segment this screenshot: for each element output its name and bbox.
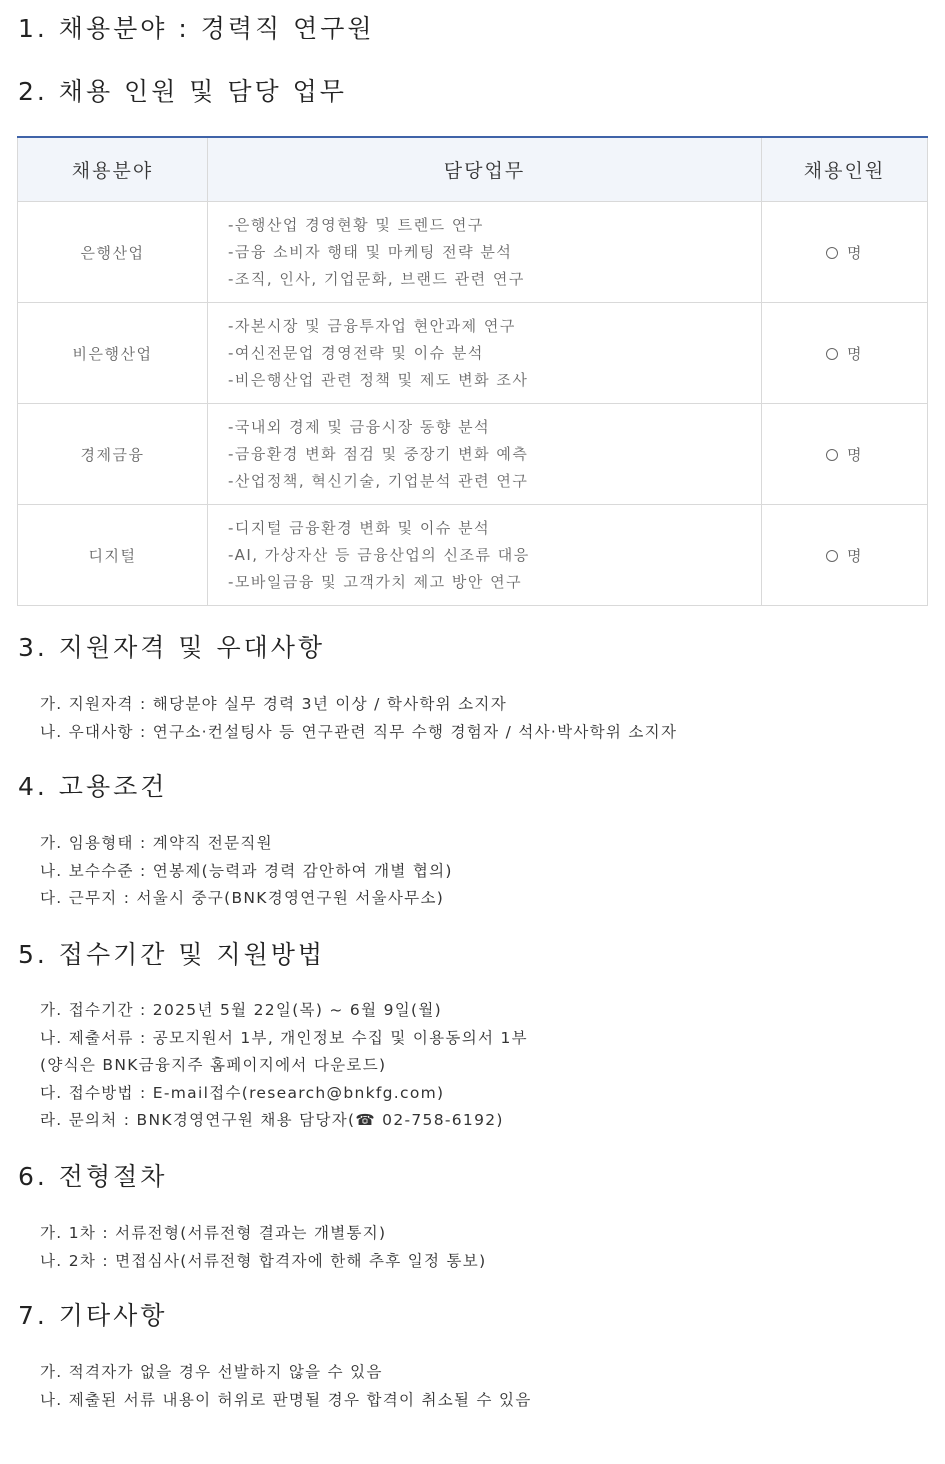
- count-cell: [762, 303, 928, 404]
- circle-placeholder-icon: [826, 550, 838, 562]
- section-3-title: 3. 지원자격 및 우대사항: [18, 633, 326, 662]
- section-2-title: 2. 채용 인원 및 담당 업무: [18, 77, 347, 106]
- table-row: [18, 404, 928, 505]
- header-duties: 담당업무: [208, 137, 762, 202]
- section-6-title: 6. 전형절차: [18, 1162, 168, 1191]
- list-item: 가. 임용형태 : 계약직 전문직원: [40, 834, 273, 852]
- duty-line: -모바일금융 및 고객가치 제고 방안 연구: [228, 572, 523, 591]
- section-4-title: 4. 고용조건: [18, 772, 168, 801]
- table-row: [18, 505, 928, 606]
- list-item: (양식은 BNK금융지주 홈페이지에서 다운로드): [40, 1056, 387, 1075]
- list-item: 나. 우대사항 : 연구소·컨설팅사 등 연구관련 직무 수행 경험자 / 석사·박사학위 소지자: [40, 722, 678, 741]
- count-unit: 명: [847, 243, 863, 262]
- count-cell: [762, 202, 928, 303]
- circle-placeholder-icon: [826, 449, 838, 461]
- table-header-row: [18, 137, 928, 202]
- header-field: 채용분야: [18, 137, 208, 202]
- list-item: 라. 문의처 : BNK경영연구원 채용 담당자(☎ 02-758-6192): [40, 1111, 504, 1130]
- duty-line: -산업정책, 혁신기술, 기업분석 관련 연구: [228, 471, 529, 490]
- count-cell: [762, 505, 928, 606]
- table-row: [18, 303, 928, 404]
- duty-line: -자본시장 및 금융투자업 현안과제 연구: [228, 316, 516, 335]
- list-item: 다. 접수방법 : E-mail접수(research@bnkfg.com): [40, 1083, 445, 1102]
- duties-cell: [208, 404, 762, 505]
- count-cell: [762, 404, 928, 505]
- duties-cell: [208, 202, 762, 303]
- list-item: 가. 지원자격 : 해당분야 실무 경력 3년 이상 / 학사학위 소지자: [40, 695, 507, 713]
- list-item: 가. 적격자가 없을 경우 선발하지 않을 수 있음: [40, 1363, 383, 1381]
- header-count: 채용인원: [762, 137, 928, 202]
- duty-line: -조직, 인사, 기업문화, 브랜드 관련 연구: [228, 269, 525, 288]
- duty-line: -비은행산업 관련 정책 및 제도 변화 조사: [228, 370, 529, 389]
- count-unit: 명: [847, 445, 863, 464]
- section-5-list: [40, 997, 528, 1135]
- list-item: 나. 제출된 서류 내용이 허위로 판명될 경우 합격이 취소될 수 있음: [40, 1390, 532, 1409]
- field-cell: 경제금융: [18, 404, 208, 505]
- section-4-list: [40, 830, 453, 913]
- section-1-title: 1. 채용분야 : 경력직 연구원: [18, 14, 375, 43]
- field-cell: 디지털: [18, 505, 208, 606]
- field-cell: 비은행산업: [18, 303, 208, 404]
- list-item: 다. 근무지 : 서울시 중구(BNK경영연구원 서울사무소): [40, 889, 445, 908]
- duty-line: -여신전문업 경영전략 및 이슈 분석: [228, 343, 484, 362]
- section-6-list: [40, 1220, 486, 1275]
- count-unit: 명: [847, 546, 863, 565]
- list-item: 가. 접수기간 : 2025년 5월 22일(목) ~ 6월 9일(월): [40, 1001, 442, 1019]
- list-item: 나. 보수수준 : 연봉제(능력과 경력 감안하여 개별 협의): [40, 861, 453, 880]
- duty-line: -금융 소비자 행태 및 마케팅 전략 분석: [228, 242, 513, 261]
- duty-line: -AI, 가상자산 등 금융산업의 신조류 대응: [228, 545, 530, 564]
- duties-cell: [208, 505, 762, 606]
- section-7-title: 7. 기타사항: [18, 1301, 168, 1330]
- duty-line: -금융환경 변화 점검 및 중장기 변화 예측: [228, 444, 529, 463]
- list-item: 나. 2차 : 면접심사(서류전형 합격자에 한해 추후 일정 통보): [40, 1251, 487, 1270]
- duty-line: -국내외 경제 및 금융시장 동향 분석: [228, 417, 491, 436]
- table-row: [18, 202, 928, 303]
- duty-line: -디지털 금융환경 변화 및 이슈 분석: [228, 518, 491, 537]
- circle-placeholder-icon: [826, 348, 838, 360]
- circle-placeholder-icon: [826, 247, 838, 259]
- count-unit: 명: [847, 344, 863, 363]
- section-3-list: [40, 691, 677, 746]
- duties-cell: [208, 303, 762, 404]
- section-5-title: 5. 접수기간 및 지원방법: [18, 940, 326, 969]
- recruitment-table: [17, 136, 928, 606]
- section-7-list: [40, 1359, 532, 1414]
- duty-line: -은행산업 경영현황 및 트렌드 연구: [228, 215, 484, 234]
- list-item: 가. 1차 : 서류전형(서류전형 결과는 개별통지): [40, 1224, 387, 1242]
- field-cell: 은행산업: [18, 202, 208, 303]
- list-item: 나. 제출서류 : 공모지원서 1부, 개인정보 수집 및 이용동의서 1부: [40, 1028, 528, 1047]
